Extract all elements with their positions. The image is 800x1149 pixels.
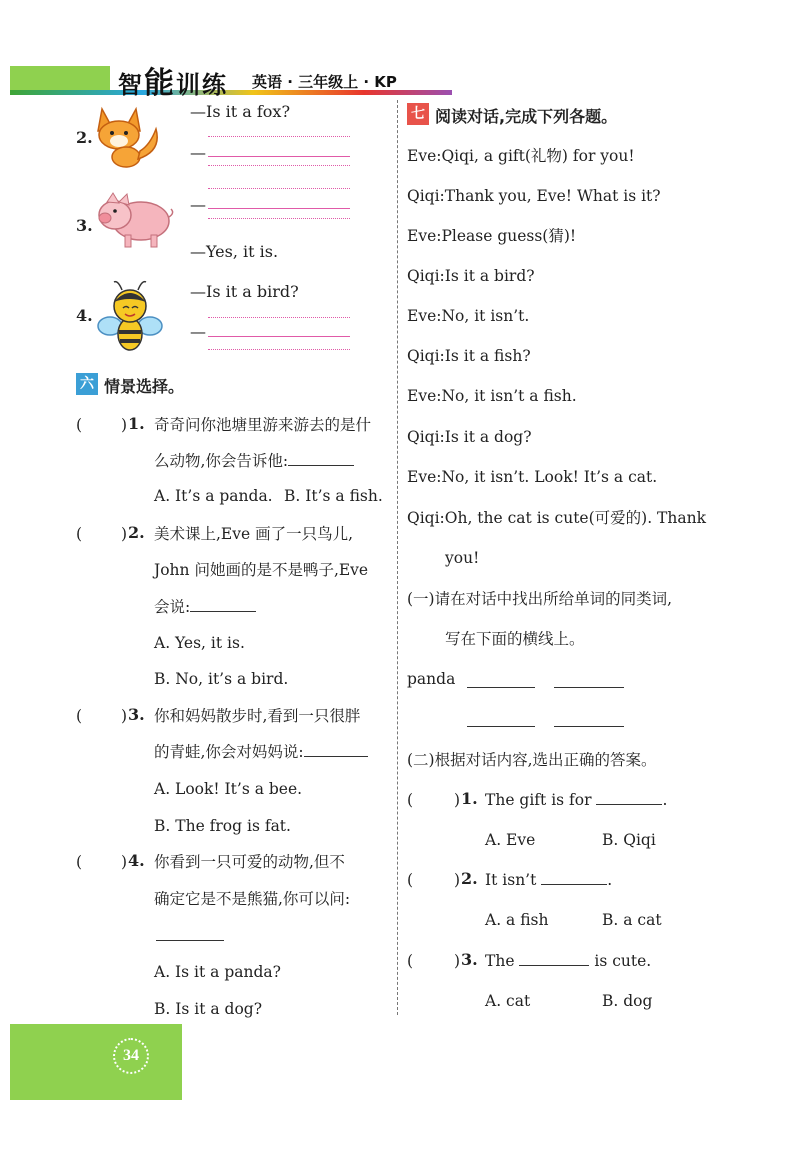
answer-paren-open: ( [76, 416, 83, 434]
answer-paren-close: ) [454, 871, 461, 889]
question-number: 1. [461, 789, 478, 808]
writing-line-dotted [208, 317, 350, 319]
option-b: B. Qiqi [602, 831, 656, 849]
option-b: B. dog [602, 992, 653, 1010]
part-title: (二)根据对话内容,选出正确的答案。 [407, 751, 657, 769]
answer-paren-close: ) [454, 791, 461, 809]
answer-paren-close: ) [454, 952, 461, 970]
question-number: 1. [128, 414, 145, 433]
dialogue-line: Eve:Please guess(猜)! [407, 227, 577, 245]
answer-paren-open: ( [76, 853, 83, 871]
question-text: 美术课上,Eve 画了一只鸟儿, [154, 525, 354, 543]
dialogue-question: —Is it a fox? [190, 102, 291, 121]
writing-line-dotted [208, 349, 350, 351]
answer-paren-open: ( [76, 707, 83, 725]
question-number: 3. [128, 705, 145, 724]
question-text: 么动物,你会告诉他: [154, 451, 354, 471]
dialogue-dash: — [190, 195, 206, 214]
option-b: B. It’s a fish. [284, 487, 383, 505]
dialogue-dash: — [190, 322, 206, 341]
answer-paren-open: ( [407, 871, 414, 889]
dialogue-line: you! [445, 549, 480, 567]
dialogue-question: —Is it a bird? [190, 282, 299, 301]
dialogue-line: Qiqi:Is it a dog? [407, 428, 532, 446]
answer-line[interactable] [156, 940, 224, 941]
dialogue-line: Eve:Qiqi, a gift(礼物) for you! [407, 147, 635, 165]
subject-label: 英语 · 三年级上 · KP [252, 73, 397, 91]
answer-line[interactable] [467, 687, 535, 688]
option-b: B. a cat [602, 911, 662, 929]
answer-paren-open: ( [407, 791, 414, 809]
bee-icon [96, 278, 166, 354]
item-number: 4. [76, 306, 93, 325]
question-text: 你和妈妈散步时,看到一只很胖 [154, 707, 361, 725]
writing-line-dotted [208, 218, 350, 220]
option-b: B. No, it’s a bird. [154, 670, 289, 688]
dialogue-line: Qiqi:Is it a bird? [407, 267, 535, 285]
option-a: A. Eve [485, 831, 536, 849]
option-a: A. Look! It’s a bee. [154, 780, 303, 798]
header-green-block [10, 66, 110, 90]
answer-blank[interactable] [88, 851, 118, 871]
writing-line-dotted [208, 165, 350, 167]
question-text: 确定它是不是熊猫,你可以问: [154, 890, 351, 908]
answer-paren-close: ) [121, 525, 128, 543]
answer-blank[interactable] [88, 523, 118, 543]
dialogue-line: Eve:No, it isn’t. [407, 307, 530, 325]
writing-line-dotted [208, 188, 350, 190]
fox-icon [92, 101, 166, 169]
option-a: A. Yes, it is. [154, 634, 245, 652]
writing-line-dotted [208, 136, 350, 138]
question-text: The is cute. [485, 952, 652, 970]
option-b: B. Is it a dog? [154, 1000, 263, 1018]
question-number: 2. [128, 523, 145, 542]
question-number: 3. [461, 950, 478, 969]
answer-paren-close: ) [121, 707, 128, 725]
question-text: 会说: [154, 597, 256, 617]
dialogue-line: Eve:No, it isn’t a fish. [407, 387, 577, 405]
writing-line[interactable] [208, 198, 350, 209]
answer-blank[interactable] [88, 414, 118, 434]
option-a: A. It’s a panda. [154, 487, 273, 505]
section-badge: 七 [407, 103, 429, 125]
pig-icon [93, 189, 175, 253]
column-divider [397, 100, 398, 1015]
question-number: 2. [461, 869, 478, 888]
answer-blank[interactable] [420, 950, 450, 970]
question-number: 4. [128, 851, 145, 870]
question-text: 你看到一只可爱的动物,但不 [154, 853, 345, 871]
dialogue-dash: — [190, 143, 206, 162]
part-title: 写在下面的横线上。 [445, 630, 585, 648]
dialogue-line: Qiqi:Oh, the cat is cute(可爱的). Thank [407, 509, 706, 527]
dialogue-line: Qiqi:Thank you, Eve! What is it? [407, 187, 661, 205]
answer-paren-open: ( [76, 525, 83, 543]
dialogue-line: Qiqi:Is it a fish? [407, 347, 531, 365]
option-a: A. a fish [485, 911, 549, 929]
page-number: 34 [113, 1038, 149, 1074]
writing-line[interactable] [208, 146, 350, 157]
brand-logo: 智能训练 [118, 66, 228, 101]
answer-line[interactable] [554, 687, 624, 688]
writing-line[interactable] [208, 326, 350, 337]
question-text: 奇奇问你池塘里游来游去的是什 [154, 416, 372, 434]
answer-blank[interactable] [420, 789, 450, 809]
answer-paren-close: ) [121, 853, 128, 871]
answer-paren-close: ) [121, 416, 128, 434]
answer-paren-open: ( [407, 952, 414, 970]
option-a: A. Is it a panda? [154, 963, 281, 981]
part-title: (一)请在对话中找出所给单词的同类词, [407, 590, 673, 608]
answer-line[interactable] [554, 726, 624, 727]
answer-line[interactable] [467, 726, 535, 727]
question-text: 的青蛙,你会对妈妈说: [154, 742, 368, 762]
section-title: 情景选择。 [104, 377, 185, 396]
option-b: B. The frog is fat. [154, 817, 291, 835]
question-text: The gift is for . [485, 791, 668, 809]
footer-green-block [10, 1024, 182, 1100]
option-a: A. cat [485, 992, 531, 1010]
given-word: panda [407, 670, 456, 688]
item-number: 2. [76, 128, 93, 147]
section-title: 阅读对话,完成下列各题。 [435, 107, 618, 126]
question-text: John 问她画的是不是鸭子,Eve [154, 561, 369, 579]
section-badge: 六 [76, 373, 98, 395]
dialogue-answer: —Yes, it is. [190, 242, 279, 261]
question-text: It isn’t . [485, 871, 613, 889]
item-number: 3. [76, 216, 93, 235]
answer-blank[interactable] [420, 869, 450, 889]
dialogue-line: Eve:No, it isn’t. Look! It’s a cat. [407, 468, 658, 486]
answer-blank[interactable] [88, 705, 118, 725]
